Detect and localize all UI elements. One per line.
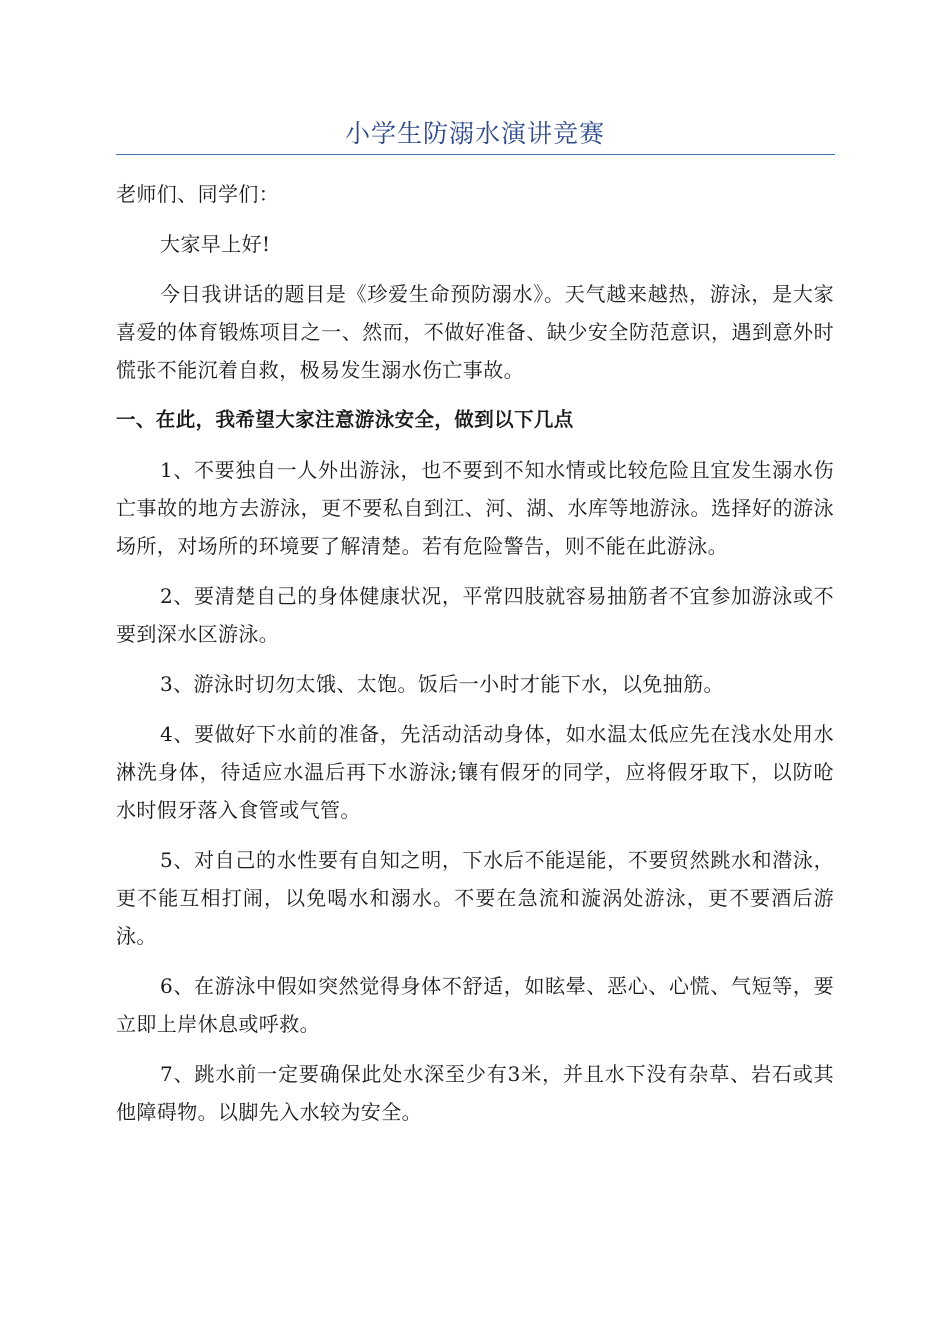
list-item: 2、要清楚自己的身体健康状况，平常四肢就容易抽筋者不宜参加游泳或不要到深水区游泳。 [116,584,834,646]
salutation: 老师们、同学们： [116,182,280,206]
document-title: 小学生防溺水演讲竞赛 [344,119,605,148]
document-body [116,175,834,1143]
list-item: 5、对自己的水性要有自知之明，下水后不能逞能，不要贸然跳水和潜泳，更不能互相打闹，以免喝水和溺水。不要在急流和漩涡处游泳，更不要酒后游泳。 [116,848,834,948]
list-item: 7、跳水前一定要确保此处水深至少有3米，并且水下没有杂草、岩石或其他障碍物。以脚先入水较为安全。 [116,1062,834,1124]
list-item: 3、游泳时切勿太饿、太饱。饭后一小时才能下水，以免抽筋。 [160,672,724,696]
list-item: 1、不要独自一人外出游泳，也不要到不知水情或比较危险且宜发生溺水伤亡事故的地方去游泳，更不要私自到江、河、湖、水库等地游泳。选择好的游泳场所，对场所的环境要了解清楚。若有危险警告，则不能在此游泳。 [116,458,834,558]
title-underline [116,154,835,155]
intro-paragraph: 今日我讲话的题目是《珍爱生命预防溺水》。天气越来越热，游泳，是大家喜爱的体育锻炼项目之一、然而，不做好准备、缺少安全防范意识，遇到意外时慌张不能沉着自救，极易发生溺水伤亡事故。 [116,282,834,382]
greeting: 大家早上好! [160,232,271,256]
section-heading: 一、在此，我希望大家注意游泳安全，做到以下几点 [116,408,574,431]
list-item: 4、要做好下水前的准备，先活动活动身体，如水温太低应先在浅水处用水淋洗身体，待适应水温后再下水游泳;镶有假牙的同学，应将假牙取下，以防呛水时假牙落入食管或气管。 [116,722,834,822]
list-item: 6、在游泳中假如突然觉得身体不舒适，如眩晕、恶心、心慌、气短等，要立即上岸休息或呼救。 [116,974,834,1036]
